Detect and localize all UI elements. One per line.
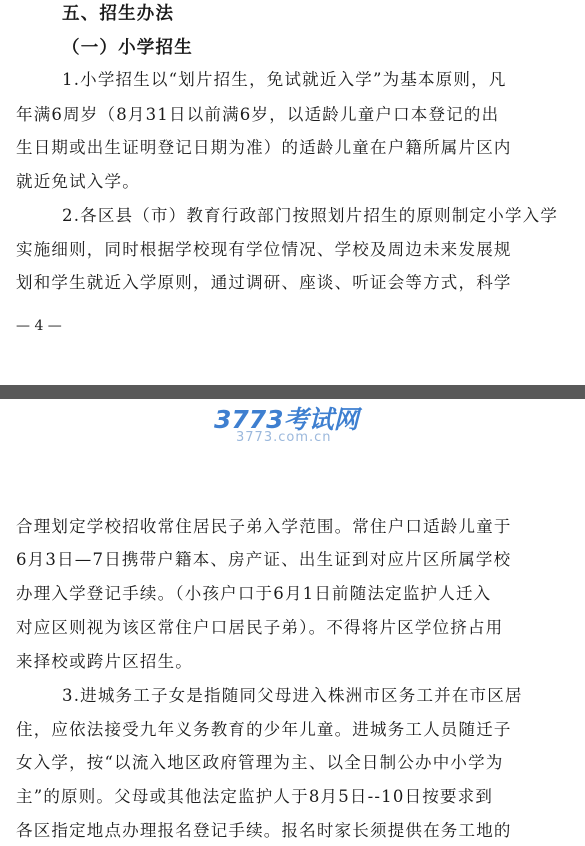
document-page-upper: [0, 0, 585, 385]
paragraph-line: 3.进城务工子女是指随同父母进入株洲市区务工并在市区居: [62, 686, 523, 705]
paragraph-line: 合理划定学校招收常住居民子弟入学范围。常住户口适龄儿童于: [16, 517, 512, 536]
section-heading: 五、招生办法: [62, 4, 175, 24]
paragraph-line: 1.小学招生以“划片招生，免试就近入学”为基本原则，凡: [62, 70, 507, 89]
subsection-heading: （一）小学招生: [62, 38, 193, 58]
paragraph-line: 就近免试入学。: [16, 172, 140, 191]
watermark-url: 3773.com.cn: [236, 430, 332, 445]
paragraph-line: 实施细则，同时根据学校现有学位情况、学校及周边未来发展规: [16, 240, 512, 259]
site-watermark: [214, 400, 374, 448]
paragraph-line: 2.各区县（市）教育行政部门按照划片招生的原则制定小学入学: [62, 206, 559, 225]
page-separator: [0, 385, 585, 399]
paragraph-line: 生日期或出生证明登记日期为准）的适龄儿童在户籍所属片区内: [16, 138, 512, 157]
paragraph-line: 6月3日—7日携带户籍本、房产证、出生证到对应片区所属学校: [16, 550, 512, 569]
paragraph-line: 来择校或跨片区招生。: [16, 652, 193, 671]
paragraph-line: 办理入学登记手续。（小孩户口于6月1日前随法定监护人迁入: [16, 584, 492, 603]
paragraph-line: 对应区则视为该区常住户口居民子弟）。不得将片区学位挤占用: [16, 618, 504, 637]
paragraph-line: 主”的原则。父母或其他法定监护人于8月5日--10日按要求到: [16, 787, 494, 806]
paragraph-line: 年满6周岁（8月31日以前满6岁，以适龄儿童户口本登记的出: [16, 105, 500, 124]
watermark-logo: 3773考试网: [214, 405, 359, 434]
paragraph-line: 住，应依法接受九年义务教育的少年儿童。进城务工人员随迁子: [16, 720, 512, 739]
page-number: — 4 —: [16, 318, 62, 334]
paragraph-line: 划和学生就近入学原则，通过调研、座谈、听证会等方式，科学: [16, 273, 512, 292]
paragraph-line: 女入学，按“以流入地区政府管理为主、以全日制公办中小学为: [16, 753, 504, 772]
paragraph-line: 各区指定地点办理报名登记手续。报名时家长须提供在务工地的: [16, 821, 512, 840]
